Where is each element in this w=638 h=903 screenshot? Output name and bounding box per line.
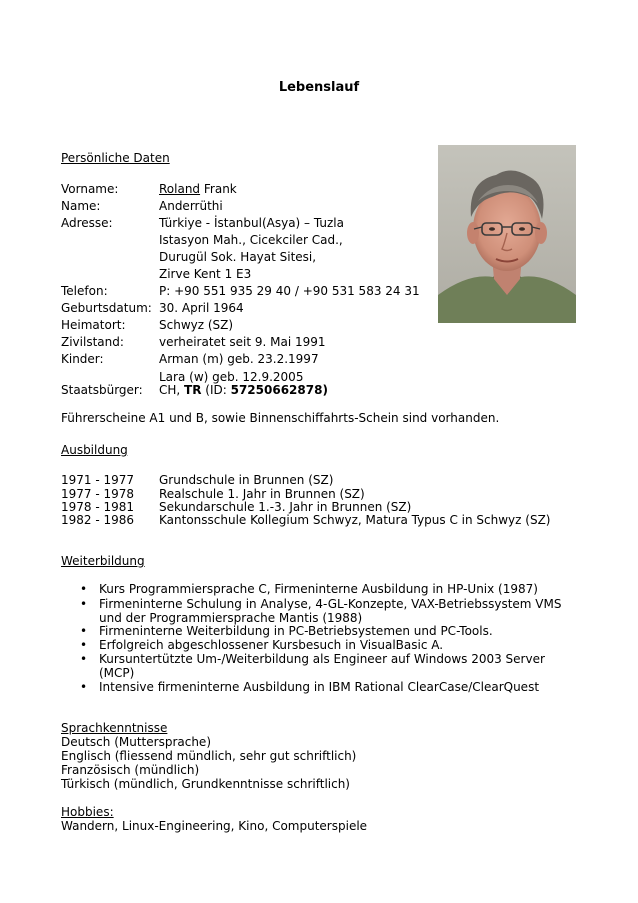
ausbildung-text-2: Realschule 1. Jahr in Brunnen (SZ) bbox=[159, 487, 365, 501]
ausbildung-text-4: Kantonsschule Kollegium Schwyz, Matura Typus C in Schwyz (SZ) bbox=[159, 513, 551, 527]
portrait-photo bbox=[438, 145, 576, 323]
page-title: Lebenslauf bbox=[278, 80, 360, 95]
label-vorname: Vorname: bbox=[61, 182, 119, 196]
value-telefon: P: +90 551 935 29 40 / +90 531 583 24 31 bbox=[159, 284, 420, 298]
label-name: Name: bbox=[61, 199, 101, 213]
ausbildung-years-3: 1978 - 1981 bbox=[61, 500, 135, 514]
ausbildung-years-1: 1971 - 1977 bbox=[61, 473, 135, 487]
value-vorname bbox=[159, 182, 237, 196]
value-geburtsdatum: 30. April 1964 bbox=[159, 301, 244, 315]
portrait-illustration bbox=[438, 145, 576, 323]
weiterbildung-item-1: Kurs Programmiersprache C, Firmeninterne Ausbildung in HP-Unix (1987) bbox=[99, 582, 538, 596]
section-heading-ausbildung: Ausbildung bbox=[61, 443, 128, 457]
label-heimatort: Heimatort: bbox=[61, 318, 126, 332]
bullet-6: • bbox=[80, 680, 88, 694]
ausbildung-years-2: 1977 - 1978 bbox=[61, 487, 135, 501]
value-adresse-line-1: Türkiye - İstanbul(Asya) – Tuzla bbox=[159, 216, 344, 230]
weiterbildung-item-3: Firmeninterne Weiterbildung in PC-Betriebsystemen und PC-Tools. bbox=[99, 624, 493, 638]
value-staatsbuerger bbox=[159, 383, 328, 397]
label-adresse: Adresse: bbox=[61, 216, 113, 230]
bullet-2: • bbox=[80, 597, 88, 611]
weiterbildung-item-5-line-2: (MCP) bbox=[99, 666, 135, 680]
ausbildung-text-3: Sekundarschule 1.-3. Jahr in Brunnen (SZ) bbox=[159, 500, 412, 514]
bullet-3: • bbox=[80, 624, 88, 638]
section-heading-sprachen: Sprachkenntnisse bbox=[61, 721, 168, 735]
label-telefon: Telefon: bbox=[61, 284, 108, 298]
value-heimatort: Schwyz (SZ) bbox=[159, 318, 234, 332]
section-heading-weiterbildung: Weiterbildung bbox=[61, 554, 145, 568]
label-kinder: Kinder: bbox=[61, 352, 104, 366]
weiterbildung-item-5-line-1: Kursuntertützte Um-/Weiterbildung als Engineer auf Windows 2003 Server bbox=[99, 652, 545, 666]
weiterbildung-item-4: Erfolgreich abgeschlossener Kursbesuch in VisualBasic A. bbox=[99, 638, 444, 652]
value-vorname-first: Roland bbox=[159, 182, 201, 196]
sprache-3: Französisch (mündlich) bbox=[61, 763, 200, 777]
value-kinder-1: Arman (m) geb. 23.2.1997 bbox=[159, 352, 319, 366]
staatsbuerger-pre: CH, bbox=[159, 383, 185, 397]
weiterbildung-item-2-line-1: Firmeninterne Schulung in Analyse, 4-GL-Konzepte, VAX-Betriebssystem VMS bbox=[99, 597, 562, 611]
value-vorname-rest: Frank bbox=[200, 182, 237, 196]
fuehrerschein-text: Führerscheine A1 und B, sowie Binnenschiffahrts-Schein sind vorhanden. bbox=[61, 411, 500, 425]
staatsbuerger-id: 57250662878) bbox=[230, 383, 328, 397]
staatsbuerger-mid: (ID: bbox=[201, 383, 231, 397]
value-adresse-line-4: Zirve Kent 1 E3 bbox=[159, 267, 252, 281]
sprache-2: Englisch (fliessend mündlich, sehr gut schriftlich) bbox=[61, 749, 357, 763]
value-adresse-line-3: Durugül Sok. Hayat Sitesi, bbox=[159, 250, 317, 264]
weiterbildung-item-6: Intensive firmeninterne Ausbildung in IBM Rational ClearCase/ClearQuest bbox=[99, 680, 540, 694]
value-adresse-line-2: Istasyon Mah., Cicekciler Cad., bbox=[159, 233, 343, 247]
sprache-1: Deutsch (Muttersprache) bbox=[61, 735, 211, 749]
sprache-4: Türkisch (mündlich, Grundkenntnisse schriftlich) bbox=[61, 777, 350, 791]
value-zivilstand: verheiratet seit 9. Mai 1991 bbox=[159, 335, 326, 349]
value-name: Anderrüthi bbox=[159, 199, 223, 213]
label-geburtsdatum: Geburtsdatum: bbox=[61, 301, 152, 315]
label-staatsbuerger: Staatsbürger: bbox=[61, 383, 143, 397]
staatsbuerger-tr: TR bbox=[184, 383, 202, 397]
bullet-1: • bbox=[80, 582, 88, 596]
section-heading-personal: Persönliche Daten bbox=[61, 151, 170, 165]
ausbildung-years-4: 1982 - 1986 bbox=[61, 513, 135, 527]
ausbildung-text-1: Grundschule in Brunnen (SZ) bbox=[159, 473, 334, 487]
hobbies-text: Wandern, Linux-Engineering, Kino, Computerspiele bbox=[61, 819, 368, 833]
section-heading-hobbies: Hobbies: bbox=[61, 805, 114, 819]
value-kinder-2: Lara (w) geb. 12.9.2005 bbox=[159, 370, 304, 384]
weiterbildung-item-2-line-2: und der Programmiersprache Mantis (1988) bbox=[99, 611, 363, 625]
bullet-4: • bbox=[80, 638, 88, 652]
bullet-5: • bbox=[80, 652, 88, 666]
label-zivilstand: Zivilstand: bbox=[61, 335, 124, 349]
